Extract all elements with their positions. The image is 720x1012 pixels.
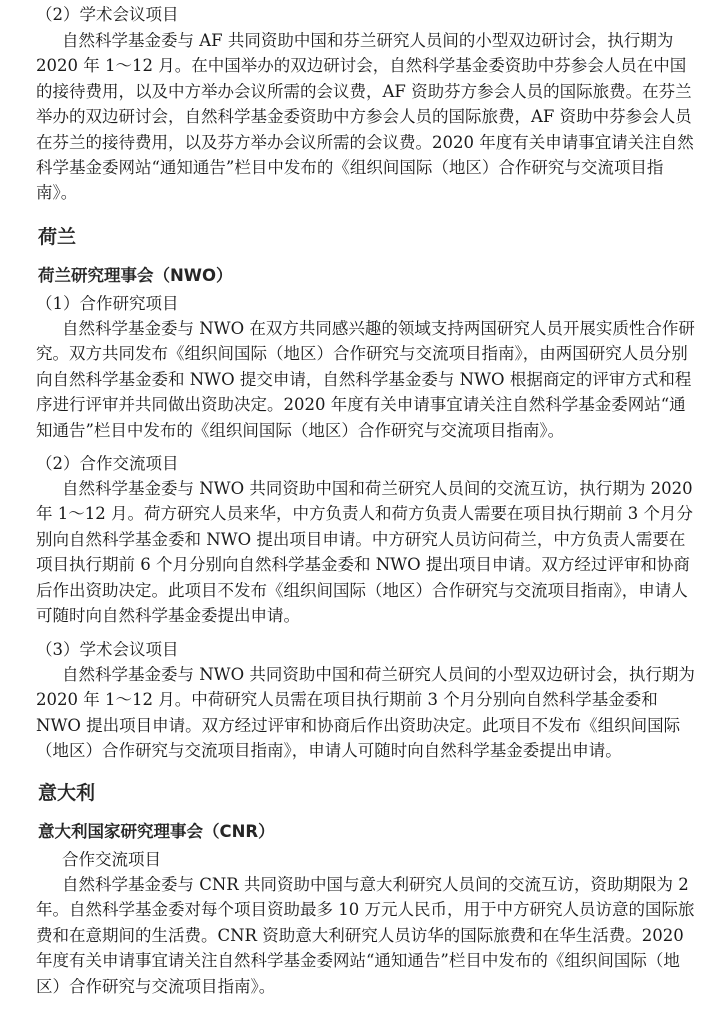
nwo-item2-heading: （2）合作交流项目 — [36, 454, 179, 473]
finland-item2-text: 自然科学基金委与 AF 共同资助中国和芬兰研究人员间的小型双边研讨会，执行期为 2020 年 1～12 月。在中国举办的双边研讨会，自然科学基金委资助中芬参会人员在中国的接待费用，以及中方举办会议所需的会议费，AF 资助芬方参会人员的国际旅费。在芬兰举办的双边研讨会，自然科学基金委资助中方参会人员的国际旅费，AF 资助中芬参会人员在芬兰的接待费用，以及芬方举办会议所需的会议费。2020 年度有关申请事宜请关注自然科学基金委网站“通知通告”栏目中发布的《组织间国际（地区）合作研究与交流项目指南》。 — [36, 31, 694, 203]
country-heading-netherlands: 荷兰 — [38, 226, 77, 248]
nwo-item1-text: 自然科学基金委与 NWO 在双方共同感兴趣的领域支持两国研究人员开展实质性合作研究。双方共同发布《组织间国际（地区）合作研究与交流项目指南》，由两国研究人员分别向自然科学基金委和 NWO 提交申请，自然科学基金委与 NWO 根据商定的评审方式和程序进行评审并共同做出资助决定。2020 年度有关申请事宜请关注自然科学基金委网站“通知通告”栏目中发布的《组织间国际（地区）合作研究与交流项目指南》。 — [36, 319, 695, 440]
org-heading-cnr: 意大利国家研究理事会（CNR） — [38, 822, 275, 841]
nwo-item1-heading: （1）合作研究项目 — [36, 294, 179, 313]
org-heading-nwo: 荷兰研究理事会（NWO） — [38, 266, 233, 285]
country-heading-italy: 意大利 — [38, 782, 96, 804]
finland-item2-heading: （2）学术会议项目 — [36, 5, 179, 24]
cnr-item-heading: 合作交流项目 — [62, 850, 161, 869]
nwo-item3-heading: （3）学术会议项目 — [36, 640, 179, 659]
nwo-item2-text: 自然科学基金委与 NWO 共同资助中国和荷兰研究人员间的交流互访，执行期为 2020 年 1～12 月。荷方研究人员来华，中方负责人和荷方负责人需要在项目执行期前 3 个月分别向自然科学基金委和 NWO 提出项目申请。中方研究人员访问荷兰，中方负责人需要在项目执行期前 6 个月分别向自然科学基金委和 NWO 提出项目申请。双方经过评审和协商后作出资助决定。此项目不发布《组织间国际（地区）合作研究与交流项目指南》，申请人可随时向自然科学基金委提出申请。 — [36, 479, 693, 626]
cnr-item-text: 自然科学基金委与 CNR 共同资助中国与意大利研究人员间的交流互访，资助期限为 2 年。自然科学基金委对每个项目资助最多 10 万元人民币，用于中方研究人员访意的国际旅费和在意期间的生活费。CNR 资助意大利研究人员访华的国际旅费和在华生活费。2020 年度有关申请事宜请关注自然科学基金委网站“通知通告”栏目中发布的《组织间国际（地区）合作研究与交流项目指南》。 — [36, 875, 695, 996]
nwo-item3-text: 自然科学基金委与 NWO 共同资助中国和荷兰研究人员间的小型双边研讨会，执行期为 2020 年 1～12 月。中荷研究人员需在项目执行期前 3 个月分别向自然科学基金委和 NWO 提出项目申请。双方经过评审和协商后作出资助决定。此项目不发布《组织间国际（地区）合作研究与交流项目指南》，申请人可随时向自然科学基金委提出申请。 — [36, 665, 695, 761]
